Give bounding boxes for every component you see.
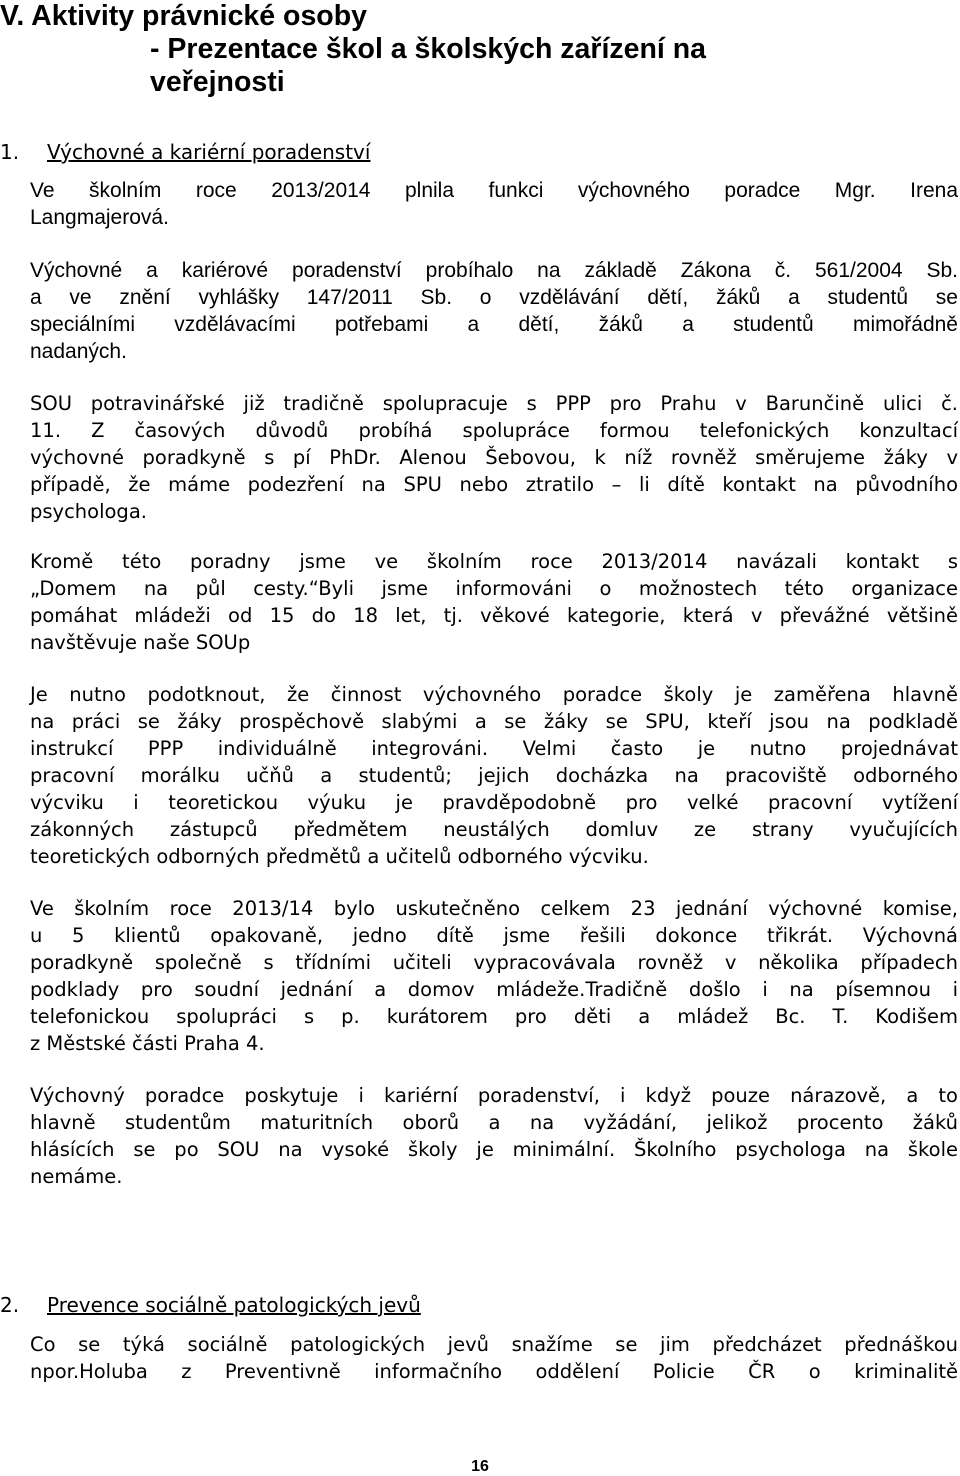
paragraph-line: speciálními vzdělávacími potřebami a dětí, žáků a studentů mimořádně	[30, 313, 958, 336]
paragraph-line: a ve znění vyhlášky 147/2011 Sb. o vzdělávání dětí, žáků a studentů se	[30, 286, 958, 309]
paragraph-ppp-cooperation	[30, 390, 958, 525]
paragraph-line: na práci se žáky prospěchově slabými a se žáky se SPU, kteří jsou na podkladě	[30, 710, 958, 733]
paragraph-line: navštěvuje naše SOUp	[30, 631, 251, 654]
paragraph-line: Výchovné a kariérové poradenství probíhalo na základě Zákona č. 561/2004 Sb.	[30, 259, 958, 282]
paragraph-line: telefonickou spolupráci s p. kurátorem pro děti a mládež Bc. T. Kodišem	[30, 1005, 958, 1028]
paragraph-advisor	[30, 177, 958, 231]
paragraph-line: nadaných.	[30, 340, 127, 363]
section-number: 1.	[0, 140, 20, 164]
paragraph-line: výchovné poradkyně s pí PhDr. Alenou Šebovou, k níž rovněž směrujeme žáky v	[30, 446, 958, 469]
paragraph-line: hlavně studentům maturitních oborů a na vyžádání, jelikož procento žáků	[30, 1111, 958, 1134]
chapter-heading-line: V. Aktivity právnické osoby	[0, 0, 367, 32]
paragraph-advisor-focus	[30, 681, 958, 870]
chapter-heading-line: veřejnosti	[150, 66, 285, 98]
paragraph-line: u 5 klientů opakovaně, jedno dítě jsme řešili dokonce třikrát. Výchovná	[30, 924, 958, 947]
paragraph-prevention	[30, 1331, 958, 1385]
paragraph-line: „Domem na půl cesty.“Byli jsme informováni o možnostech této organizace	[30, 577, 958, 600]
paragraph-dum-na-pul-cesty	[30, 548, 958, 656]
paragraph-line: poradkyně společně s třídními učiteli vypracovávala rovněž v několika případech	[30, 951, 958, 974]
paragraph-commission	[30, 895, 958, 1057]
paragraph-line: pracovní morálku učňů a studentů; jejich docházka na pracoviště odborného	[30, 764, 958, 787]
paragraph-line: Co se týká sociálně patologických jevů snažíme se jim předcházet přednáškou	[30, 1333, 958, 1356]
section-heading-2	[0, 1291, 960, 1319]
paragraph-line: podklady pro soudní jednání a domov mládeže.Tradičně došlo i na písemnou i	[30, 978, 958, 1001]
paragraph-line: zákonných zástupců předmětem neustálých domluv ze strany vyučujících	[30, 818, 958, 841]
paragraph-line: výcviku i teoretickou výuku je pravděpodobně pro velké pracovní vytížení	[30, 791, 958, 814]
section-number: 2.	[0, 1293, 20, 1317]
paragraph-career-counseling	[30, 1082, 958, 1190]
paragraph-line: instrukcí PPP individuálně integrováni. Velmi často je nutno projednávat	[30, 737, 958, 760]
paragraph-line: 11. Z časových důvodů probíhá spolupráce formou telefonických konzultací	[30, 419, 958, 442]
paragraph-line: hlásících se po SOU na vysoké školy je minimální. Školního psychologa na škole	[30, 1138, 958, 1161]
paragraph-line: nemáme.	[30, 1165, 123, 1188]
paragraph-legislation	[30, 257, 958, 365]
paragraph-line: případě, že máme podezření na SPU nebo ztratilo – li dítě kontakt na původního	[30, 473, 958, 496]
paragraph-line: Ve školním roce 2013/14 bylo uskutečněno celkem 23 jednání výchovné komise,	[30, 897, 958, 920]
page-number: 16	[471, 1458, 489, 1475]
paragraph-line: z Městské části Praha 4.	[30, 1032, 265, 1055]
paragraph-line: SOU potravinářské již tradičně spolupracuje s PPP pro Prahu v Barunčině ulici č.	[30, 392, 958, 415]
paragraph-line: psychologa.	[30, 500, 147, 523]
paragraph-line: Ve školním roce 2013/2014 plnila funkci výchovného poradce Mgr. Irena	[30, 179, 958, 202]
section-title: Prevence sociálně patologických jevů	[47, 1293, 421, 1317]
paragraph-line: Langmajerová.	[30, 206, 169, 229]
paragraph-line: Výchovný poradce poskytuje i kariérní poradenství, i když pouze nárazově, a to	[30, 1084, 958, 1107]
section-heading-1	[0, 138, 960, 166]
chapter-heading	[0, 0, 960, 99]
paragraph-line: pomáhat mládeži od 15 do 18 let, tj. věkové kategorie, která v převážné většině	[30, 604, 958, 627]
paragraph-line: Je nutno podotknout, že činnost výchovného poradce školy je zaměřena hlavně	[30, 683, 958, 706]
paragraph-line: teoretických odborných předmětů a učitelů odborného výcviku.	[30, 845, 649, 868]
chapter-heading-line: - Prezentace škol a školských zařízení na	[150, 33, 707, 65]
paragraph-line: npor.Holuba z Preventivně informačního oddělení Policie ČR o kriminalitě	[30, 1360, 958, 1383]
paragraph-line: Kromě této poradny jsme ve školním roce 2013/2014 navázali kontakt s	[30, 550, 958, 573]
section-title: Výchovné a kariérní poradenství	[47, 140, 371, 164]
